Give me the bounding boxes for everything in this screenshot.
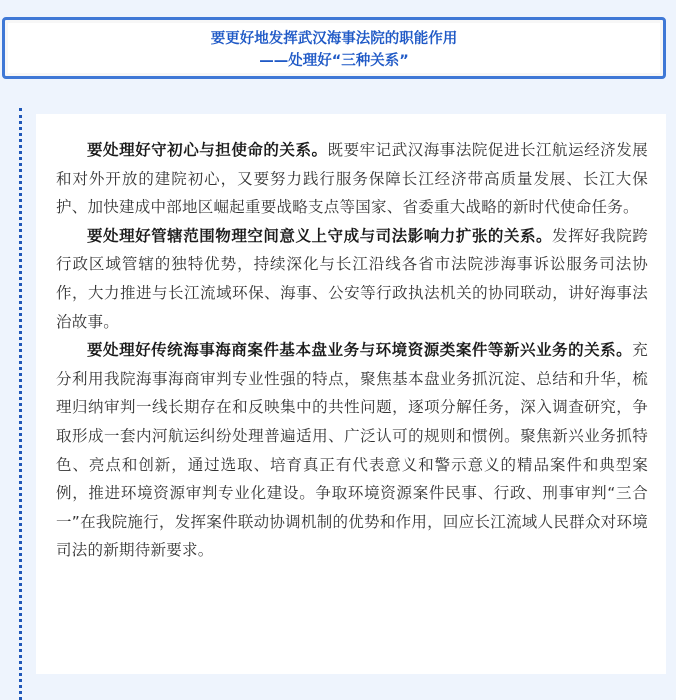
paragraph-lead: 要处理好守初心与担使命的关系。 (87, 141, 328, 159)
paragraph-text: 充分利用我院海事海商审判专业性强的特点，聚焦基本盘业务抓沉淀、总结和升华，梳理归纳审判一线长期存在和反映集中的共性问题，逐项分解任务，深入调查研究，争取形成一套内河航运纠纷处理普遍适用、广泛认可的规则和惯例。聚焦新兴业务抓特色、亮点和创新，通过选取、培育真正有代表意义和警示意义的精品案件和典型案例，推进环境资源审判专业化建设。争取环境资源案件民事、行政、刑事审判“三合一”在我院施行，发挥案件联动协调机制的优势和作用，回应长江流域人民群众对环境司法的新期待新要求。 (56, 341, 648, 560)
paragraph-lead: 要处理好传统海事海商案件基本盘业务与环境资源类案件等新兴业务的关系。 (87, 341, 633, 360)
paragraph-business (56, 336, 648, 565)
paragraph-jurisdiction (56, 222, 648, 336)
section-subtitle: ——处理好“三种关系” (259, 53, 409, 69)
paragraph-lead: 要处理好管辖范围物理空间意义上守成与司法影响力扩张的关系。 (87, 226, 553, 245)
paragraph-mission (56, 136, 648, 222)
section-title: 要更好地发挥武汉海事法院的职能作用 (210, 31, 458, 47)
section-title-box (2, 17, 666, 79)
article-body (36, 114, 666, 674)
paragraph-text: 发挥好我院跨行政区域管辖的独特优势，持续深化与长江沿线各省市法院涉海事诉讼服务司法协作，大力推进与长江流域环保、海事、公安等行政执法机关的协同联动，讲好海事法治故事。 (56, 226, 648, 331)
paragraph-text: 既要牢记武汉海事法院促进长江航运经济发展和对外开放的建院初心，又要努力践行服务保障长江经济带高质量发展、长江大保护、加快建成中部地区崛起重要战略支点等国家、省委重大战略的新时代使命任务。 (56, 141, 648, 217)
dotted-divider-line (19, 108, 22, 700)
